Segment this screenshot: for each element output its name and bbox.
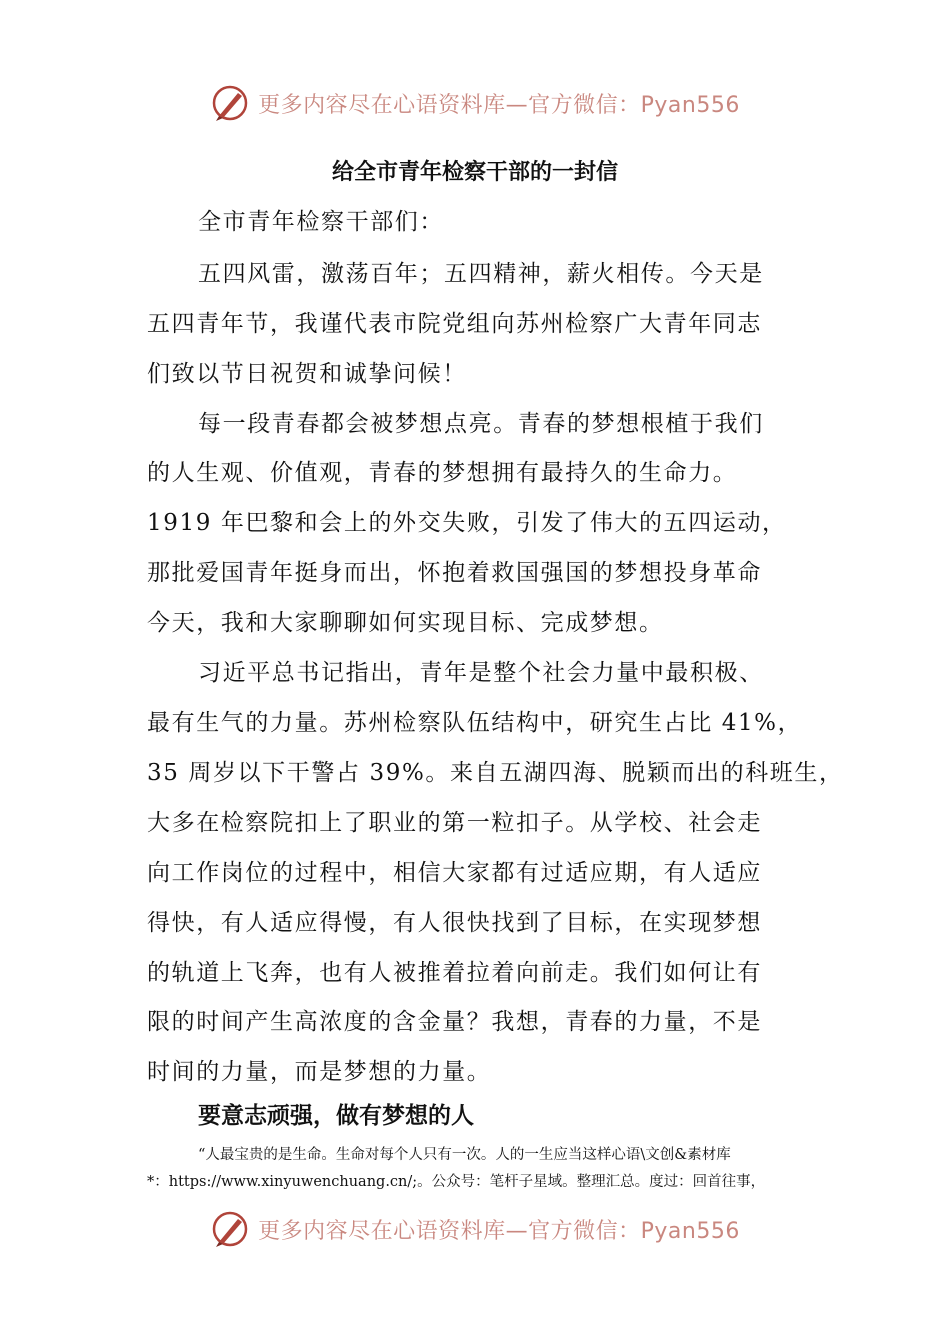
paragraph-line: 向工作岗位的过程中，相信大家都有过适应期，有人适应 bbox=[147, 860, 762, 886]
paragraph-line: 们致以节日祝贺和诚挚问候！ bbox=[147, 361, 467, 387]
salutation: 全市青年检察干部们： bbox=[198, 209, 444, 235]
pen-logo-icon bbox=[210, 83, 250, 123]
footer-banner bbox=[0, 1204, 950, 1254]
paragraph-line: 35 周岁以下干警占 39%。来自五湖四海、脱颖而出的科班生， bbox=[147, 760, 844, 786]
paragraph-line: 习近平总书记指出，青年是整个社会力量中最积极、 bbox=[198, 660, 764, 686]
page-title: 给全市青年检察干部的一封信 bbox=[331, 160, 618, 185]
banner-text: 更多内容尽在心语资料库—官方微信：Pyan556 bbox=[258, 1218, 740, 1244]
paragraph-line: 的轨道上飞奔，也有人被推着拉着向前走。我们如何让有 bbox=[147, 960, 762, 986]
paragraph-line: 今天，我和大家聊聊如何实现目标、完成梦想。 bbox=[147, 610, 664, 636]
paragraph-line: 五四风雷，激荡百年；五四精神，薪火相传。今天是 bbox=[198, 261, 764, 287]
paragraph-line: 每一段青春都会被梦想点亮。青春的梦想根植于我们 bbox=[198, 411, 764, 437]
paragraph-line: 大多在检察院扣上了职业的第一粒扣子。从学校、社会走 bbox=[147, 810, 762, 836]
small-text-line: *：https://www.xinyuwenchuang.cn/;。公众号：笔杆子星域。整理汇总。度过：回首往事， bbox=[147, 1174, 766, 1190]
small-text-line: “人最宝贵的是生命。生命对每个人只有一次。人的一生应当这样心语\文创&素材库 bbox=[198, 1147, 731, 1163]
pen-logo-icon bbox=[210, 1209, 250, 1249]
paragraph-line: 得快，有人适应得慢，有人很快找到了目标，在实现梦想 bbox=[147, 910, 762, 936]
paragraph-line: 的人生观、价值观，青春的梦想拥有最持久的生命力。 bbox=[147, 460, 738, 486]
paragraph-line: 那批爱国青年挺身而出，怀抱着救国强国的梦想投身革命 bbox=[147, 560, 762, 586]
paragraph-line: 五四青年节，我谨代表市院党组向苏州检察广大青年同志 bbox=[147, 311, 762, 337]
paragraph-line: 最有生气的力量。苏州检察队伍结构中，研究生占比 41%， bbox=[147, 710, 803, 736]
section-heading: 要意志顽强，做有梦想的人 bbox=[198, 1103, 474, 1129]
paragraph-line: 限的时间产生高浓度的含金量？我想，青春的力量，不是 bbox=[147, 1009, 762, 1035]
banner-text: 更多内容尽在心语资料库—官方微信：Pyan556 bbox=[258, 92, 740, 118]
paragraph-line: 1919 年巴黎和会上的外交失败，引发了伟大的五四运动， bbox=[147, 510, 787, 536]
paragraph-line: 时间的力量，而是梦想的力量。 bbox=[147, 1059, 492, 1085]
header-banner bbox=[0, 78, 950, 128]
